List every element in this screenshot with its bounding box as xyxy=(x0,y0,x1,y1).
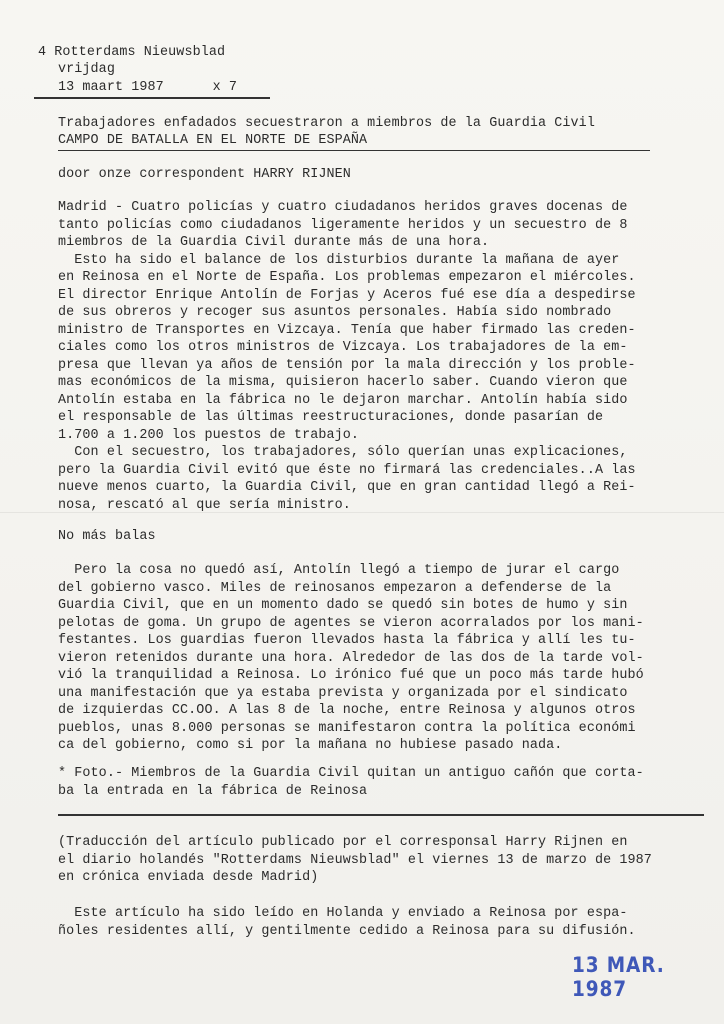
text-line: El director Enrique Antolín de Forjas y Aceros fué ese día a despedirse xyxy=(58,287,636,303)
text-line: Este artículo ha sido leído en Holanda y enviado a Reinosa por espa- xyxy=(58,906,628,921)
text-line: una manifestación que ya estaba prevista y organizada por el sindicato xyxy=(58,685,628,701)
text-line: Madrid - Cuatro policías y cuatro ciudadanos heridos graves docenas de xyxy=(58,200,628,215)
section-rule xyxy=(58,814,704,816)
date-stamp: 13 MAR. 1987 xyxy=(572,953,665,1001)
text-line: el diario holandés "Rotterdams Nieuwsblad" el viernes 13 de marzo de 1987 xyxy=(58,852,652,868)
text-line: en Reinosa en el Norte de España. Los problemas empezaron el miércoles. xyxy=(58,270,636,285)
text-line: de sus obreros y recoger sus asuntos personales. Había sido nombrado xyxy=(58,305,612,320)
text-line: ca del gobierno, como si por la mañana no hubiese pasado nada. xyxy=(58,738,563,753)
text-line: en crónica enviada desde Madrid) xyxy=(58,870,319,885)
text-line: festantes. Los guardias fueron llevados hasta la fábrica y allí les tu- xyxy=(58,633,636,648)
text-line: nueve menos cuarto, la Guardia Civil, que en gran cantidad llegó a Rei- xyxy=(58,480,636,495)
text-line: ciales como los otros ministros de Vizcaya. Los trabajadores de la em- xyxy=(58,340,628,355)
text-line: * Foto.- Miembros de la Guardia Civil quitan un antiguo cañón que corta- xyxy=(58,766,644,781)
text-line: ba la entrada en la fábrica de Reinosa xyxy=(58,783,368,799)
text-line: ministro de Transportes en Vizcaya. Tenía que haber firmado las creden- xyxy=(58,322,636,338)
newspaper-name: 4 Rotterdams Nieuwsblad xyxy=(38,45,226,60)
newspaper-day: vrijdag xyxy=(58,62,115,77)
text-line: (Traducción del artículo publicado por el corresponsal Harry Rijnen en xyxy=(58,835,628,850)
text-line: mas económicos de la misma, quisieron hacerlo saber. Cuando vieron que xyxy=(58,375,628,390)
subheading: No más balas xyxy=(58,529,156,544)
text-line: del gobierno vasco. Miles de reinosanos empezaron a defenderse de la xyxy=(58,580,612,596)
text-line: pelotas de goma. Un grupo de agentes se vieron acorralados por los mani- xyxy=(58,615,644,631)
text-line: miembros de la Guardia Civil durante más de una hora. xyxy=(58,235,490,250)
text-line: pueblos, unas 8.000 personas se manifestaron contra la política económi xyxy=(58,720,636,736)
text-line: el responsable de las últimas reestructuraciones, donde pasarían de xyxy=(58,410,604,425)
text-line: vieron retenidos durante una hora. Alrededor de las dos de la tarde vol- xyxy=(58,650,644,666)
text-line: 1.700 a 1.200 los puestos de trabajo. xyxy=(58,427,360,443)
header-rule xyxy=(34,97,270,99)
text-line: ñoles residentes allí, y gentilmente cedido a Reinosa para su difusión. xyxy=(58,923,636,939)
text-line: Pero la cosa no quedó así, Antolín llegó a tiempo de jurar el cargo xyxy=(58,563,620,578)
text-line: vió la tranquilidad a Reinosa. Lo irónico fué que un poco más tarde hubó xyxy=(58,668,644,683)
headline-kicker: Trabajadores enfadados secuestraron a miembros de la Guardia Civil xyxy=(58,116,595,131)
text-line: Con el secuestro, los trabajadores, sólo querían unas explicaciones, xyxy=(58,445,628,460)
text-line: tanto policías como ciudadanos ligeramente heridos y un secuestro de 8 xyxy=(58,217,628,233)
text-line: Esto ha sido el balance de los disturbios durante la mañana de ayer xyxy=(58,252,620,268)
text-line: Guardia Civil, que en un momento dado se quedó sin botes de humo y sin xyxy=(58,598,628,613)
text-line: presa que llevan ya años de tensión por la mala dirección y los proble- xyxy=(58,357,636,373)
text-line: de izquierdas CC.OO. A las 8 de la noche, entre Reinosa y algunos otros xyxy=(58,703,636,718)
byline: door onze correspondent HARRY RIJNEN xyxy=(58,167,351,182)
text-line: Antolín estaba en la fábrica no le dejaron marchar. Antolín había sido xyxy=(58,392,628,408)
headline-rule xyxy=(58,150,650,151)
newspaper-date: 13 maart 1987 x 7 xyxy=(58,80,237,95)
text-line: pero la Guardia Civil evitó que éste no firmará las credenciales..A las xyxy=(58,462,636,478)
headline-title: CAMPO DE BATALLA EN EL NORTE DE ESPAÑA xyxy=(58,133,368,148)
text-line: nosa, rescató al que sería ministro. xyxy=(58,497,351,513)
